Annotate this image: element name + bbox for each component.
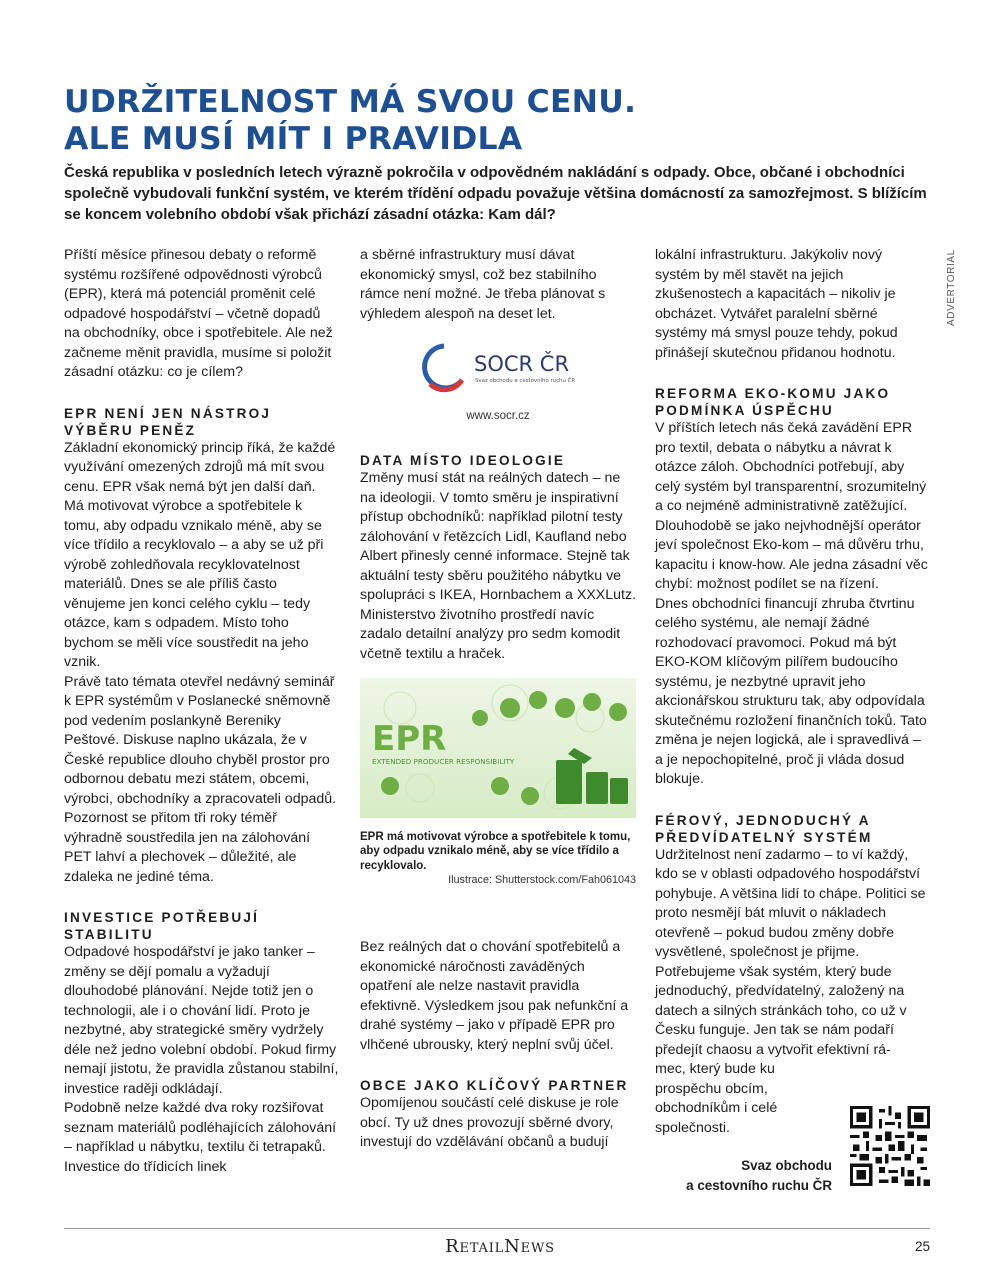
paragraph-data: Změny musí stát na reálných datech – ne na ideologii. V tomto směru je inspirativní přístup obchodníků: například pilotní testy zálohování v řetězcích Lidl, Kaufland nebo Albert přinesly cenné informace. Stejně tak aktuální testy sběru použitého nábytku ve spolupráci s IKEA, Hornbachem a XXXLutz. Ministerstvo životního prostředí navíc zadalo detailní analýzy pro sedm komodit včetně textilu a hraček.	[360, 470, 637, 662]
paragraph-epr-1: Základní ekonomický princip říká, že každé využívání omezených zdrojů má mít svou cenu. EPR však nemá být jen další daň. Má motivovat výrobce a spotřebitele k tomu, aby odpadu vznikalo méně, aby se více třídilo a recyklovalo – a aby se už při výrobě zohledňovala recyklovatelnost materiálů. Dnes se ale příliš často věnujeme jen konci celého cyklu – tedy otázce, kam s odpadem. Místo toho bychom se měli více soustředit na jeho vznik.	[64, 439, 336, 670]
intro-paragraph: Příští měsíce přinesou debaty o reformě systému rozšířené odpovědnosti výrobců (EPR), která má potenciál proměnit celé odpadové hospodářství – včetně dopadů na obchodníky, obce i spotřebitele. Ale než začneme měnit pravidla, musíme si položit zásadní otázku: co je cílem?	[64, 247, 333, 380]
column-3	[655, 246, 929, 1138]
socr-logo	[418, 340, 578, 394]
heading-epr: EPR NENÍ JEN NÁSTROJ VÝBĚRU PENĚZ	[64, 405, 272, 438]
heading-reforma: REFORMA EKO-KOMU JAKO PODMÍNKA ÚSPĚCHU	[655, 386, 891, 418]
qr-code[interactable]	[850, 1106, 930, 1186]
advertorial-label: ADVERTORIAL	[946, 249, 957, 326]
article-title	[64, 84, 944, 158]
paragraph-reforma-1: V příštích letech nás čeká zavádění EPR pro textil, debata o nábytku a návrat k otázce záloh. Obchodníci potřebují, aby celý systém byl transparentní, srozumitelný a co nejméně administrativně zatěžující. Dlouhodobě se jako nejvhodnější operátor jeví společnost Eko-kom – má důvěru trhu, kapacitu i know-how. Ale jedna zásadní věc chybí: možnost podílet se na řízení.	[655, 420, 928, 592]
page-number: 25	[914, 1239, 930, 1254]
paragraph-ferovy-1: Udržitelnost není zadarmo – to ví každý, kdo se v oblasti odpadového hospodářství pohybuje. A většina lidí to chápe. Politici se proto nesmějí bát mluvit o nákladech otevřeně – pokud budou změny dobře vysvětlené, společnost je přijme. Potřebujeme však systém, který bude jednoduchý, předvídatelný, založený na datech a silných stránkách toho, co už v Česku funguje. Jen tak se nám podaří předejít chaosu a vytvořit efektivní rá-	[655, 846, 926, 1058]
image-caption: EPR má motivovat výrobce a spotřebitele k tomu, aby odpadu vznikalo méně, aby se více třídilo a recyklovalo.	[360, 830, 631, 872]
paragraph-investice-1: Odpadové hospodářství je jako tanker – změny se dějí pomalu a vyžadují dlouhodobé plánování. Nejde totiž jen o technologii, ale i o chování lidí. Proto je nezbytné, aby strategické směry vydržely déle než jedno volební období. Pokud firmy nemají jistotu, že pravidla zůstanou stabilní, investice raději odkládají.	[64, 944, 339, 1097]
paragraph-investice-2: Podobně nelze každé dva roky rozšiřovat seznam materiálů podléhajících zálohování – například u nábytku, textilu či tetrapaků. Investice do třídicích linek	[64, 1100, 337, 1175]
paragraph-infrastructure: lokální infrastrukturu. Jakýkoliv nový systém by měl stavět na jejich zkušenostech a kapacitách – nikoliv je obcházet. Vytvářet paralelní sběrné systémy má smysl pouze tehdy, pokud přinášejí skutečnou přidanou hodnotu.	[655, 247, 898, 361]
signature-line-1: Svaz obchodu	[741, 1158, 832, 1173]
article-lead: Česká republika v posledních letech výrazně pokročila v odpovědném nakládání s odpady. Obce, občané i obchodníci společně vybudovali funkční systém, ve kterém třídění odpadu považuje většina domácností za samozřejmost. S blížícím se koncem volebního období však přichází zásadní otázka: Kam dál?	[64, 164, 927, 223]
column-1	[64, 246, 339, 1177]
epr-illustration-subtitle: EXTENDED PRODUCER RESPONSIBILITY	[372, 757, 515, 766]
paragraph-data-2: Bez reálných dat o chování spotřebitelů a ekonomické náročnosti zaváděných opatření ale nelze nastavit pravidla efektivně. Výsledkem jsou pak nefunkční a drahé systémy – jako v případě EPR pro vlhčené ubrousky, který neplní svůj účel.	[360, 939, 629, 1053]
heading-ferovy: FÉROVÝ, JEDNODUCHÝ A PŘEDVÍDATELNÝ SYSTÉM	[655, 812, 873, 845]
signature-line-2: a cestovního ruchu ČR	[686, 1178, 832, 1193]
paragraph-epr-2: Právě tato témata otevřel nedávný seminář k EPR systémům v Poslanecké sněmovně pod vedením poslankyně Bereniky Peštové. Diskuse naplno ukázala, že v České republice dlouho chyběl prostor pro odbornou debatu mezi státem, obcemi, výrobci, obchodníky a zpracovateli odpadů. Pozornost se přitom tři roky téměř výhradně soustředila jen na zálohování PET lahví a plechovek – důležité, ale zdaleka ne jediné téma.	[64, 673, 337, 885]
image-credit: Ilustrace: Shutterstock.com/Fah061043	[448, 874, 636, 886]
footer-brand: RetailNews	[445, 1236, 555, 1257]
epr-illustration	[360, 678, 636, 818]
socr-logo-name: SOCR ČR	[474, 352, 570, 376]
column-2	[360, 246, 636, 887]
paragraph-ferovy-2: mec, který bude ku prospěchu obcím, obchodníkům i celé společnosti.	[655, 1061, 778, 1136]
socr-logo-block	[360, 340, 636, 426]
heading-data: DATA MÍSTO IDEOLOGIE	[360, 453, 566, 468]
paragraph-continued: a sběrné infrastruktury musí dávat ekonomický smysl, což bez stabilního rámce není možné. Je třeba plánovat s výhledem alespoň na deset let.	[360, 247, 606, 322]
heading-obce: OBCE JAKO KLÍČOVÝ PARTNER	[360, 1078, 629, 1093]
signature	[655, 1156, 832, 1196]
title-line-2: ALE MUSÍ MÍT I PRAVIDLA	[64, 121, 523, 157]
epr-illustration-title: EPR	[372, 719, 447, 759]
title-line-1: UDRŽITELNOST MÁ SVOU CENU.	[64, 84, 637, 120]
footer-rule	[64, 1228, 930, 1229]
paragraph-obce: Opomíjenou součástí celé diskuse je role obcí. Ty už dnes provozují sběrné dvory, investují do vzdělávání občanů a budují	[360, 1095, 619, 1150]
heading-investice: INVESTICE POTŘEBUJÍ STABILITU	[64, 910, 260, 942]
paragraph-reforma-2: Dnes obchodníci financují zhruba čtvrtinu celého systému, ale nemají žádné rozhodovací pravomoci. Pokud má být EKO-KOM klíčovým pilířem budoucího systému, je nezbytné upravit jeho akcionářskou strukturu tak, aby odpovídala skutečnému rozložení finančních toků. Tato změna je nejen logická, ale i spravedlivá – a je nepochopitelné, proč ji vláda dosud blokuje.	[655, 595, 927, 787]
socr-logo-subtitle: Svaz obchodu a cestovního ruchu ČR	[475, 378, 576, 384]
column-2-lower	[360, 938, 636, 1153]
socr-url: www.socr.cz	[466, 409, 530, 422]
